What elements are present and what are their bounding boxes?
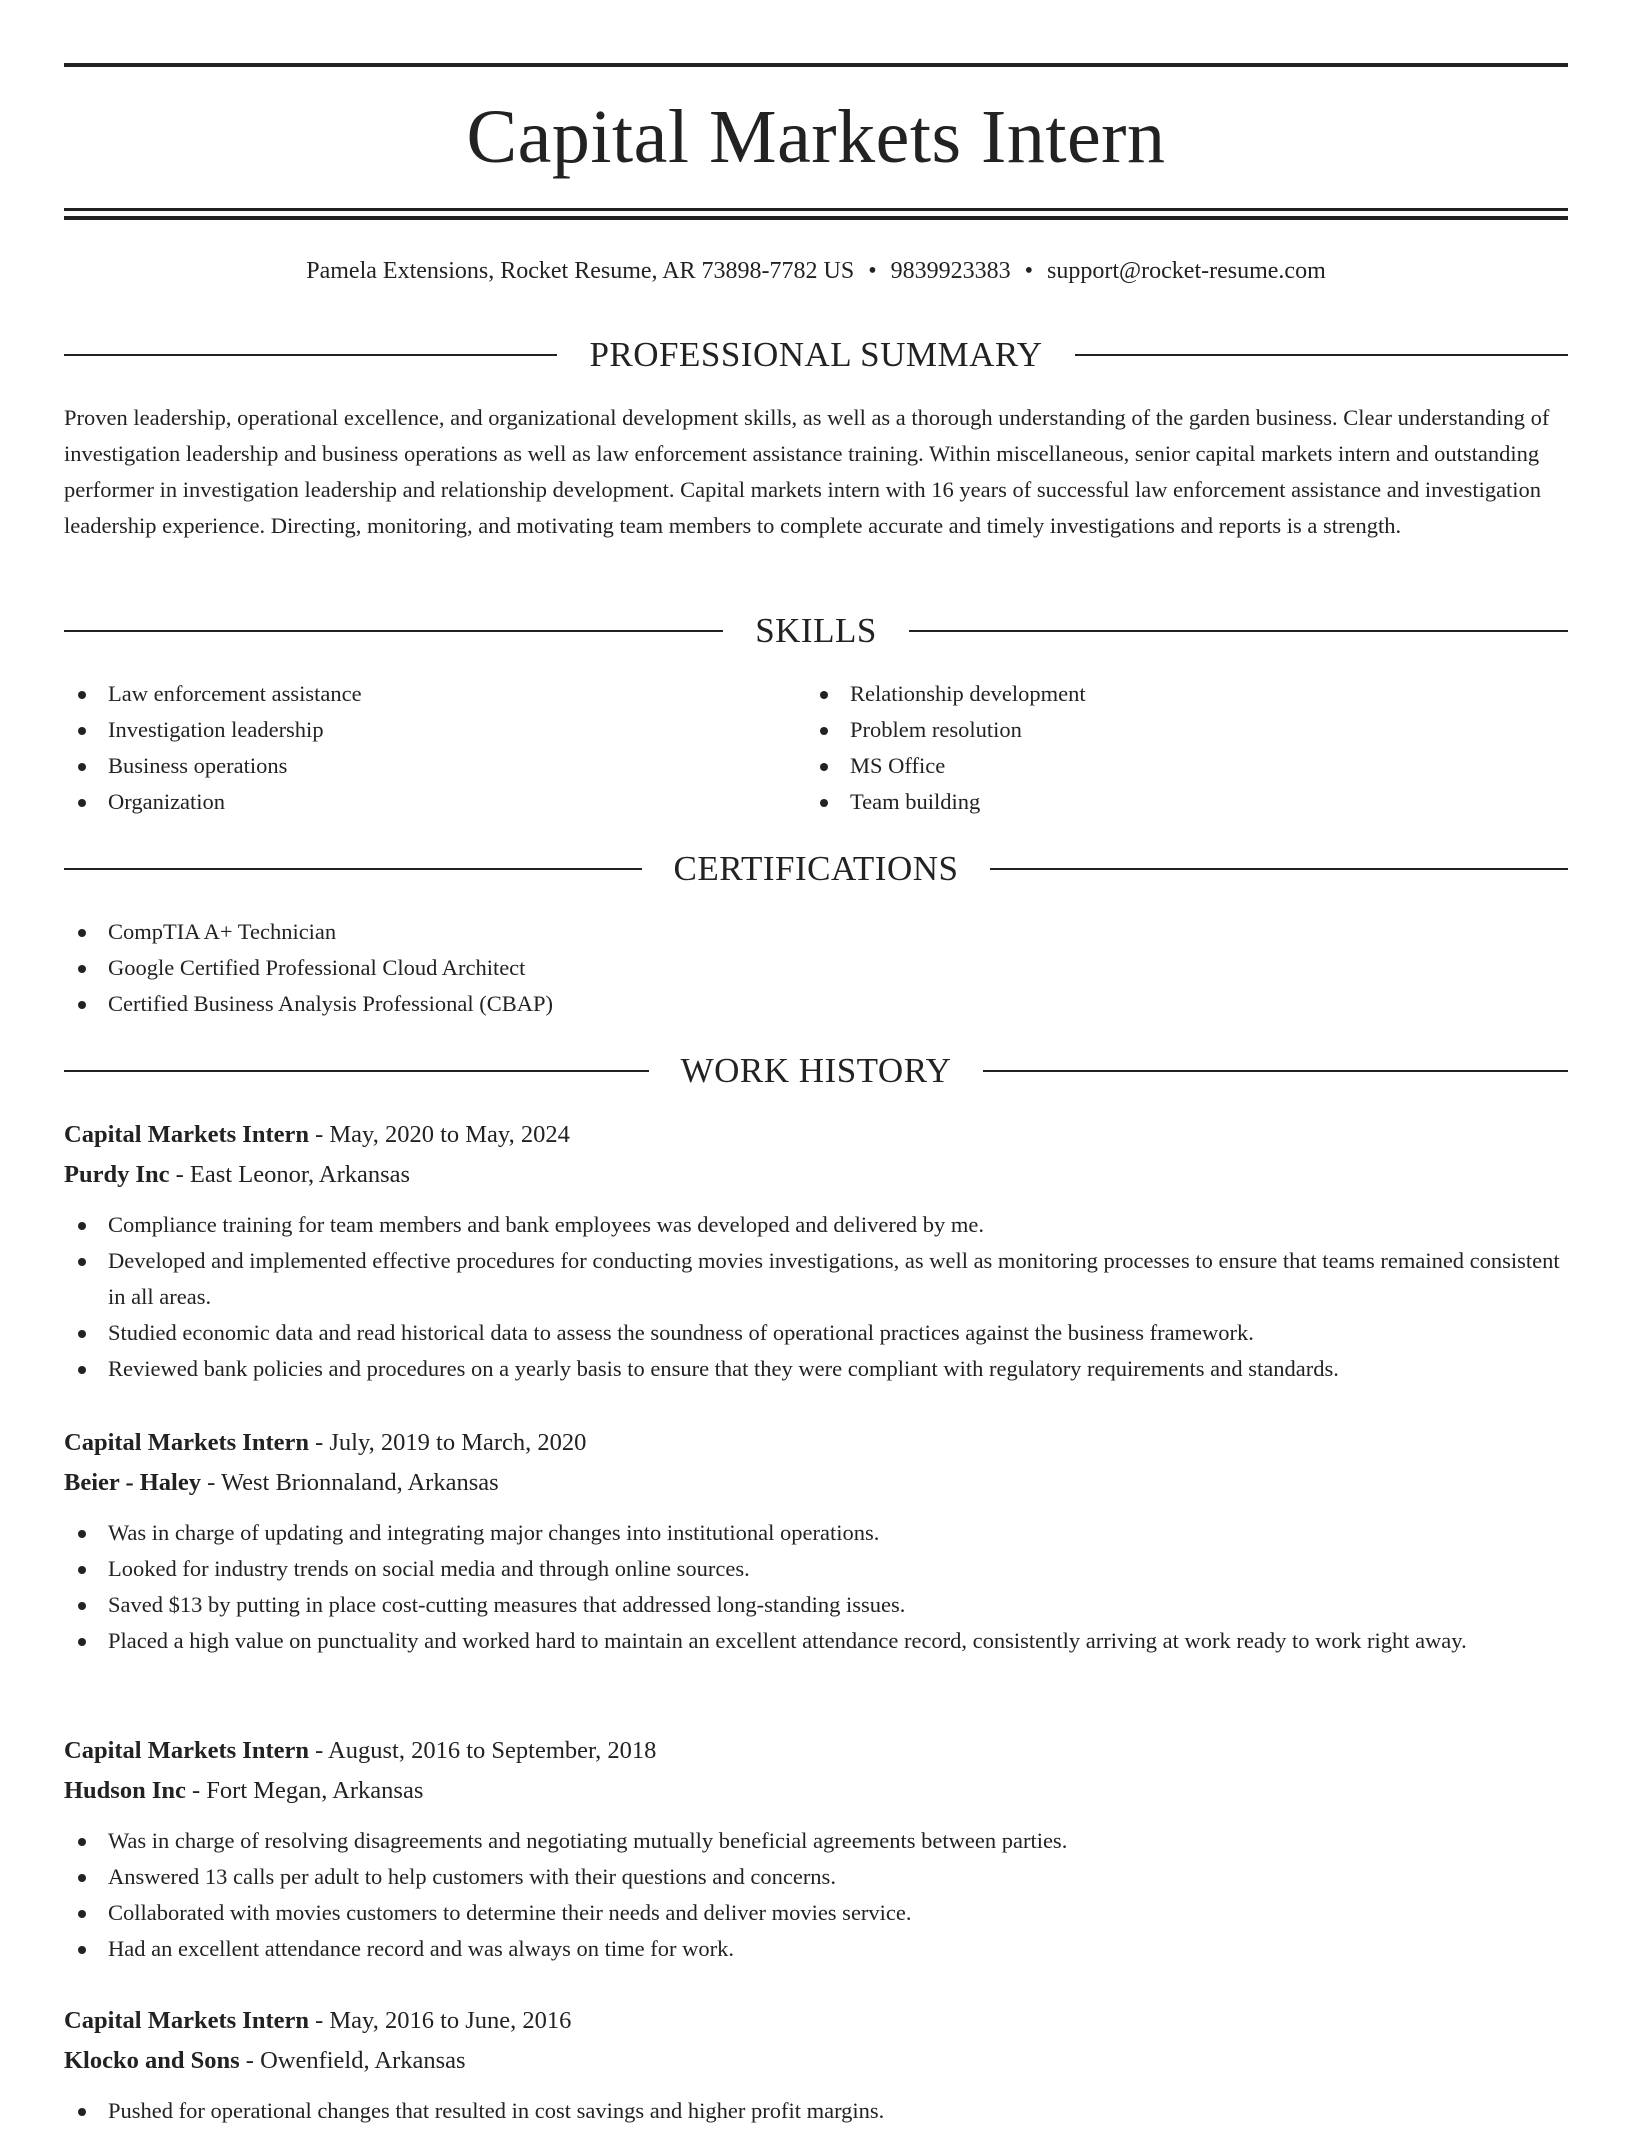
job-location: - East Leonor, Arkansas	[169, 1161, 411, 1188]
job-bullets	[64, 1823, 1568, 1967]
job-bullets	[64, 1515, 1568, 1659]
job-bullet: Developed and implemented effective procedures for conducting movies investigations, as well as monitoring processes to ensure that teams remained consistent in all areas.	[64, 1243, 1568, 1315]
job-bullet: Collaborated with movies customers to determine their needs and deliver movies service.	[64, 1895, 1568, 1931]
heading-rule	[64, 354, 557, 356]
section-title: PROFESSIONAL SUMMARY	[589, 335, 1043, 374]
section-heading-summary	[64, 333, 1568, 377]
skill-item: Problem resolution	[806, 712, 1526, 748]
job-entry	[64, 1731, 1568, 1967]
job-title-line	[64, 1115, 1568, 1155]
job-title: Capital Markets Intern	[64, 2007, 309, 2034]
section-title: SKILLS	[755, 611, 877, 650]
job-bullets	[64, 2093, 1568, 2129]
skill-item: Law enforcement assistance	[64, 676, 784, 712]
heading-rule	[990, 868, 1568, 870]
section-title: WORK HISTORY	[680, 1051, 952, 1090]
job-dates: - May, 2016 to June, 2016	[308, 2007, 572, 2034]
job-bullet: Answered 13 calls per adult to help customers with their questions and concerns.	[64, 1859, 1568, 1895]
section-heading-skills	[64, 609, 1568, 653]
skill-item: Organization	[64, 784, 784, 820]
job-bullet: Placed a high value on punctuality and worked hard to maintain an excellent attendance record, consistently arriving at work ready to work right away.	[64, 1623, 1568, 1659]
section-heading-certifications	[64, 847, 1568, 891]
job-bullet: Was in charge of updating and integrating major changes into institutional operations.	[64, 1515, 1568, 1551]
job-location: - Fort Megan, Arkansas	[185, 1777, 424, 1804]
heading-rule	[909, 630, 1568, 632]
certification-item: Google Certified Professional Cloud Architect	[64, 950, 1568, 986]
job-company-line	[64, 1155, 1568, 1195]
job-bullet: Saved $13 by putting in place cost-cutting measures that addressed long-standing issues.	[64, 1587, 1568, 1623]
heading-rule	[64, 1070, 649, 1072]
job-company-line	[64, 1771, 1568, 1811]
job-title-line	[64, 1731, 1568, 1771]
job-title-line	[64, 2001, 1568, 2041]
top-rule	[64, 63, 1568, 67]
job-bullet: Reviewed bank policies and procedures on a yearly basis to ensure that they were compliant with regulatory requirements and standards.	[64, 1351, 1568, 1387]
job-bullets	[64, 1207, 1568, 1387]
contact-separator: •	[868, 258, 877, 284]
job-bullet: Was in charge of resolving disagreements and negotiating mutually beneficial agreements between parties.	[64, 1823, 1568, 1859]
job-bullet: Compliance training for team members and bank employees was developed and delivered by me.	[64, 1207, 1568, 1243]
certifications-list	[64, 914, 1568, 1022]
skill-item: Team building	[806, 784, 1526, 820]
job-location: - Owenfield, Arkansas	[239, 2047, 466, 2074]
skill-item: Business operations	[64, 748, 784, 784]
heading-rule	[1075, 354, 1568, 356]
title-rule-lower	[64, 216, 1568, 220]
summary-text: Proven leadership, operational excellence, and organizational development skills, as well as a thorough understanding of the garden business. Clear understanding of investigation leadership and business operations as well as law enforcement assistance training. Within miscellaneous, senior capital markets intern and outstanding performer in investigation leadership and relationship development. Capital markets intern with 16 years of successful law enforcement assistance and investigation leadership experience. Directing, monitoring, and motivating team members to complete accurate and timely investigations and reports is a strength.	[64, 405, 1550, 538]
job-entry	[64, 2001, 1568, 2129]
title-rule-upper	[64, 208, 1568, 211]
job-company-line	[64, 1463, 1568, 1503]
job-bullet: Studied economic data and read historical data to assess the soundness of operational practices against the business framework.	[64, 1315, 1568, 1351]
contact-separator: •	[1024, 258, 1034, 284]
job-bullet: Pushed for operational changes that resulted in cost savings and higher profit margins.	[64, 2093, 1568, 2129]
certification-item: CompTIA A+ Technician	[64, 914, 1568, 950]
skills-column-right	[806, 676, 1526, 820]
job-company: Klocko and Sons	[64, 2047, 240, 2074]
heading-rule	[64, 630, 723, 632]
page-title: Capital Markets Intern	[466, 95, 1166, 179]
job-dates: - July, 2019 to March, 2020	[308, 1429, 587, 1456]
job-entry	[64, 1115, 1568, 1387]
job-title: Capital Markets Intern	[64, 1737, 309, 1764]
job-bullet: Looked for industry trends on social media and through online sources.	[64, 1551, 1568, 1587]
section-heading-work-history	[64, 1049, 1568, 1093]
job-company: Purdy Inc	[64, 1161, 170, 1188]
job-title-line	[64, 1423, 1568, 1463]
job-title: Capital Markets Intern	[64, 1121, 309, 1148]
skills-column-left	[64, 676, 784, 820]
job-entry	[64, 1423, 1568, 1659]
contact-address: Pamela Extensions, Rocket Resume, AR 73898-7782 US	[306, 258, 855, 284]
job-title: Capital Markets Intern	[64, 1429, 309, 1456]
skill-item: Investigation leadership	[64, 712, 784, 748]
contact-line	[64, 254, 1568, 288]
heading-rule	[983, 1070, 1568, 1072]
job-dates: - May, 2020 to May, 2024	[308, 1121, 570, 1148]
certification-item: Certified Business Analysis Professional (CBAP)	[64, 986, 1568, 1022]
job-company: Hudson Inc	[64, 1777, 186, 1804]
job-company: Beier - Haley	[64, 1469, 201, 1496]
section-title: CERTIFICATIONS	[673, 849, 959, 888]
job-location: - West Brionnaland, Arkansas	[200, 1469, 499, 1496]
heading-rule	[64, 868, 642, 870]
job-dates: - August, 2016 to September, 2018	[308, 1737, 657, 1764]
job-company-line	[64, 2041, 1568, 2081]
skill-item: MS Office	[806, 748, 1526, 784]
job-bullet: Had an excellent attendance record and was always on time for work.	[64, 1931, 1568, 1967]
contact-email: support@rocket-resume.com	[1047, 258, 1326, 284]
skill-item: Relationship development	[806, 676, 1526, 712]
contact-phone: 9839923383	[890, 258, 1011, 284]
